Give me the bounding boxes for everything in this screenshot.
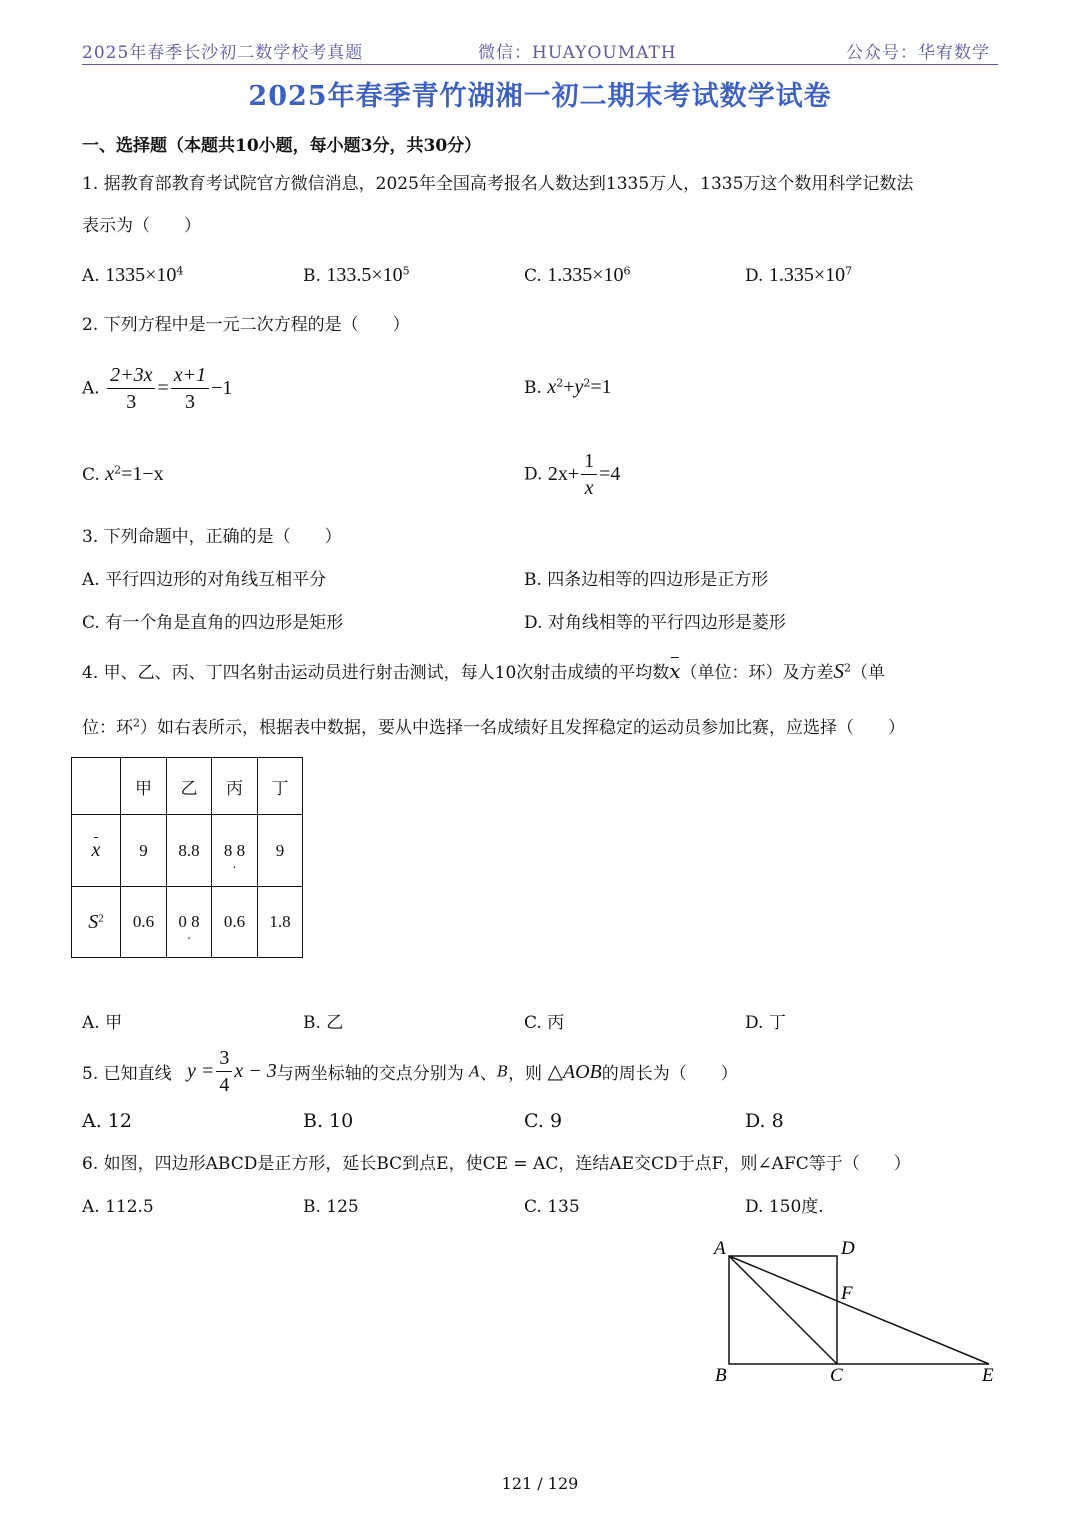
point-label-b: B — [715, 1365, 727, 1386]
header-center: 微信：HUAYOUMATH — [478, 43, 677, 63]
point-label-f: F — [841, 1283, 853, 1304]
q6-option-b: B. 125 — [303, 1197, 359, 1217]
q2-stem: 2. 下列方程中是一元二次方程的是（ ） — [82, 315, 410, 335]
score-table — [71, 757, 303, 958]
fraction: $\frac{2+3x}{3}$ — [107, 362, 155, 415]
q1-stem-line2: 表示为（ ） — [82, 216, 201, 236]
header-left: 2025年春季长沙初二数学校考真题 — [82, 43, 364, 63]
q3-stem: 3. 下列命题中，正确的是（ ） — [82, 527, 342, 547]
q3-option-d: D. 对角线相等的平行四边形是菱形 — [524, 613, 786, 633]
q1-option-a: A. $1335\times 10^4$ — [82, 264, 184, 286]
q4-option-c: C. 丙 — [524, 1013, 565, 1033]
q3-option-b: B. 四条边相等的四边形是正方形 — [524, 570, 769, 590]
q5-option-d: D. 8 — [745, 1110, 784, 1132]
page-number: 121 / 129 — [501, 1474, 579, 1493]
fraction: $\frac{1}{x}$ — [581, 448, 597, 501]
q6-option-a: A. 112.5 — [82, 1197, 154, 1217]
q3-option-a: A. 平行四边形的对角线互相平分 — [82, 570, 327, 590]
point-label-c: C — [830, 1365, 843, 1386]
page-title: 2025年春季青竹湖湘一初二期末考试数学试卷 — [248, 81, 832, 112]
diagonal-ac — [729, 1256, 837, 1364]
table-cell: 9 — [121, 815, 167, 887]
q5-option-b: B. 10 — [303, 1110, 354, 1132]
q1-option-d: D. $1.335\times 10^7$ — [745, 264, 853, 286]
q3-option-c: C. 有一个角是直角的四边形是矩形 — [82, 613, 344, 633]
header-divider — [82, 64, 998, 65]
q4-option-a: A. 甲 — [82, 1013, 123, 1033]
fraction: $\frac{3}{4}$ — [216, 1045, 232, 1098]
q6-geometry-figure — [700, 1230, 1020, 1400]
table-header-cell: 丙 — [212, 758, 258, 815]
table-row-label: x — [72, 815, 121, 887]
q4-option-d: D. 丁 — [745, 1013, 786, 1033]
q5-option-a: A. 12 — [82, 1110, 132, 1132]
q5-option-c: C. 9 — [524, 1110, 563, 1132]
q6-option-c: C. 135 — [524, 1197, 580, 1217]
table-cell: 0.6 — [212, 887, 258, 958]
q4-option-b: B. 乙 — [303, 1013, 344, 1033]
q2-option-a: A. $\frac{2+3x}{3}$ = $\frac{x+1}{3}$ −1 — [82, 364, 233, 413]
q4-stem-line1: 4. 甲、乙、丙、丁四名射击运动员进行射击测试，每人10次射击成绩的平均数x（单位：环）及方差$S^2$（单 — [82, 659, 886, 683]
section-heading: 一、选择题（本题共10小题，每小题3分，共30分） — [82, 136, 482, 156]
table-header-cell — [72, 758, 121, 815]
point-label-d: D — [841, 1238, 855, 1259]
table-row-label: $S^2$ — [72, 887, 121, 958]
table-header-cell: 乙 — [167, 758, 212, 815]
q1-option-c: C. $1.335\times 10^6$ — [524, 264, 631, 286]
q5-stem: 5. 已知直线 y = $\frac{3}{4}$ x − 3与两坐标轴的交点分别为 A、B，则 △AOB的周长为（ ） — [82, 1047, 738, 1096]
q6-stem: 6. 如图，四边形ABCD是正方形，延长BC到点E，使CE = AC，连结AE交CD于点F，则∠AFC等于（ ） — [82, 1154, 911, 1174]
header-right: 公众号：华宥数学 — [846, 43, 990, 63]
table-cell: 0 8 . — [167, 887, 212, 958]
table-header-cell: 甲 — [121, 758, 167, 815]
table-header-cell: 丁 — [258, 758, 303, 815]
segment-ae — [729, 1256, 989, 1364]
table-cell: 8 8 . — [212, 815, 258, 887]
q4-stem-line2: 位：环$^2$）如右表所示，根据表中数据，要从中选择一名成绩好且发挥稳定的运动员参加比赛，应选择（ ） — [82, 716, 905, 738]
point-label-e: E — [982, 1365, 994, 1386]
q1-option-b: B. $133.5\times 10^5$ — [303, 264, 410, 286]
q6-option-d: D. 150度. — [745, 1197, 824, 1217]
q2-option-d: D. 2x+ $\frac{1}{x}$ =4 — [524, 450, 621, 499]
table-cell: 9 — [258, 815, 303, 887]
table-cell: 1.8 — [258, 887, 303, 958]
table-cell: 0.6 — [121, 887, 167, 958]
point-label-a: A — [714, 1238, 726, 1259]
q2-option-b: B. $x^2+y^2=1$ — [524, 376, 612, 398]
q1-stem-line1: 1. 据教育部教育考试院官方微信消息，2025年全国高考报名人数达到1335万人，1335万这个数用科学记数法 — [82, 174, 914, 194]
table-cell: 8.8 — [167, 815, 212, 887]
fraction: $\frac{x+1}{3}$ — [171, 362, 209, 415]
q2-option-c: C. $x^2=1-x$ — [82, 463, 164, 485]
